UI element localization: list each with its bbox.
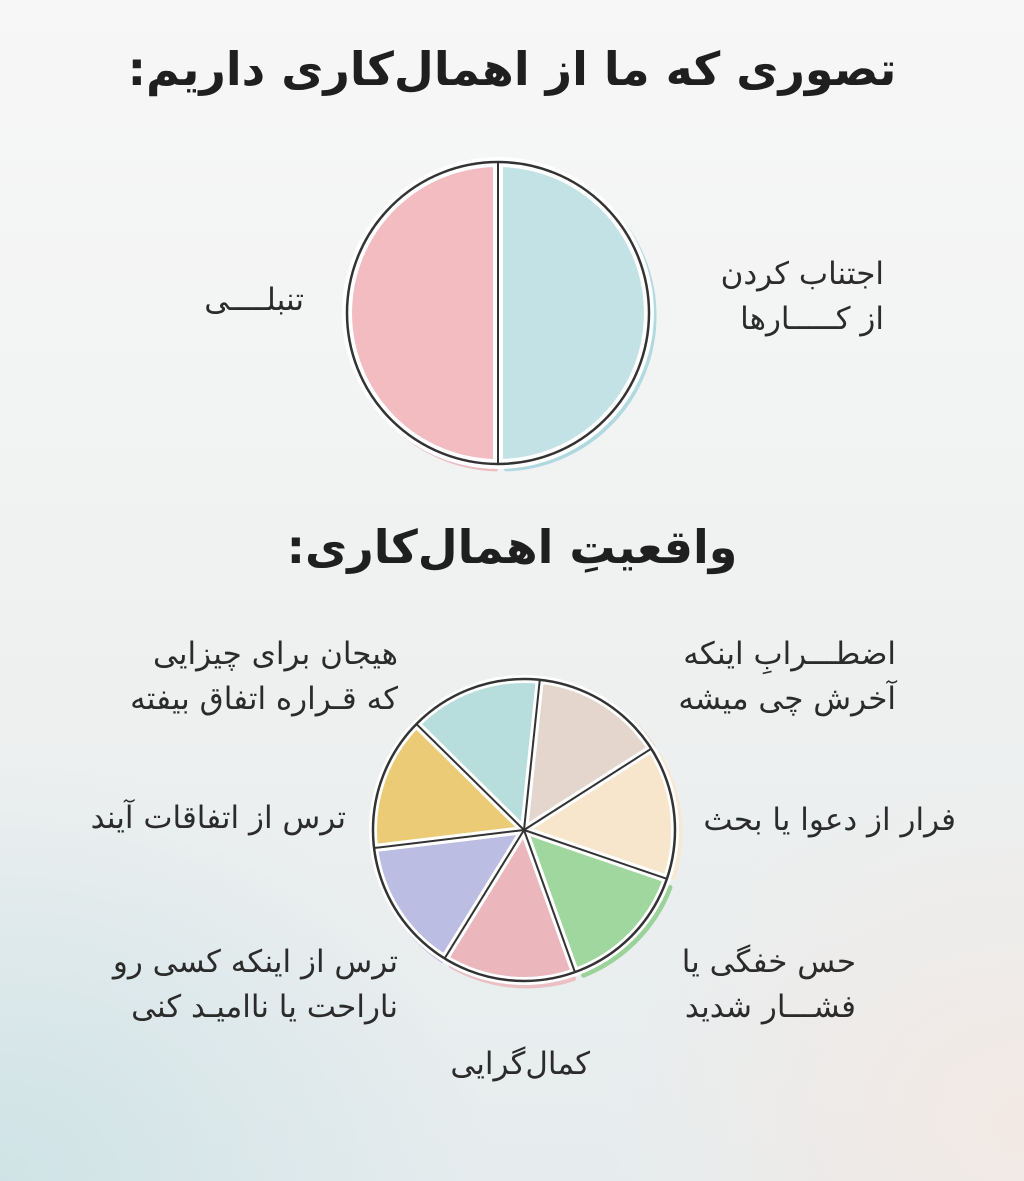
- label-avoidance-line-1: اجتناب کردن: [720, 256, 884, 292]
- label-suffocation: [682, 940, 856, 1030]
- label-anxiety: [678, 632, 896, 722]
- label-avoidance-line-2: از کـــــارها: [740, 301, 884, 337]
- label-suffocation-line-2: فشـــار شدید: [684, 989, 856, 1025]
- label-excitement: [130, 632, 398, 722]
- label-excitement-line-1: هیجان برای چیزایی: [153, 636, 398, 672]
- label-anxiety-line-2: آخرش چی میشه: [678, 681, 896, 717]
- label-avoidance: [721, 252, 884, 342]
- label-excitement-line-2: که قـراره اتفاق بیفته: [130, 681, 398, 717]
- label-perfectionism: [450, 1042, 590, 1087]
- label-upset-line-2: ناراحت یا ناامیـد کنی: [131, 989, 398, 1025]
- label-upset-line-1: ترس از اینکه کسی رو: [112, 944, 398, 980]
- label-upset: [113, 940, 398, 1030]
- label-future-fear: [91, 796, 346, 841]
- label-suffocation-line-1: حس خفگی یا: [681, 944, 856, 980]
- label-laziness-line-1: تنبلــــی: [204, 282, 304, 318]
- label-escape-line-1: فرار از دعوا یا بحث: [703, 802, 956, 838]
- label-escape: [703, 798, 956, 843]
- reality-pie: [373, 679, 680, 986]
- label-laziness: [204, 278, 304, 323]
- label-anxiety-line-1: اضطـــرابِ اینکه: [683, 636, 896, 672]
- perception-title: تصوری که ما از اهمال‌کاری داریم:: [127, 42, 897, 96]
- perception-pie: [347, 162, 654, 469]
- perception-pie-slice-0: [498, 162, 649, 464]
- perception-pie-slice-1: [347, 162, 498, 464]
- label-future-fear-line-1: ترس از اتفاقات آیند: [90, 800, 346, 836]
- reality-title: واقعیتِ اهمال‌کاری:: [286, 520, 738, 574]
- label-perfectionism-line-1: کمال‌گرایی: [450, 1046, 590, 1082]
